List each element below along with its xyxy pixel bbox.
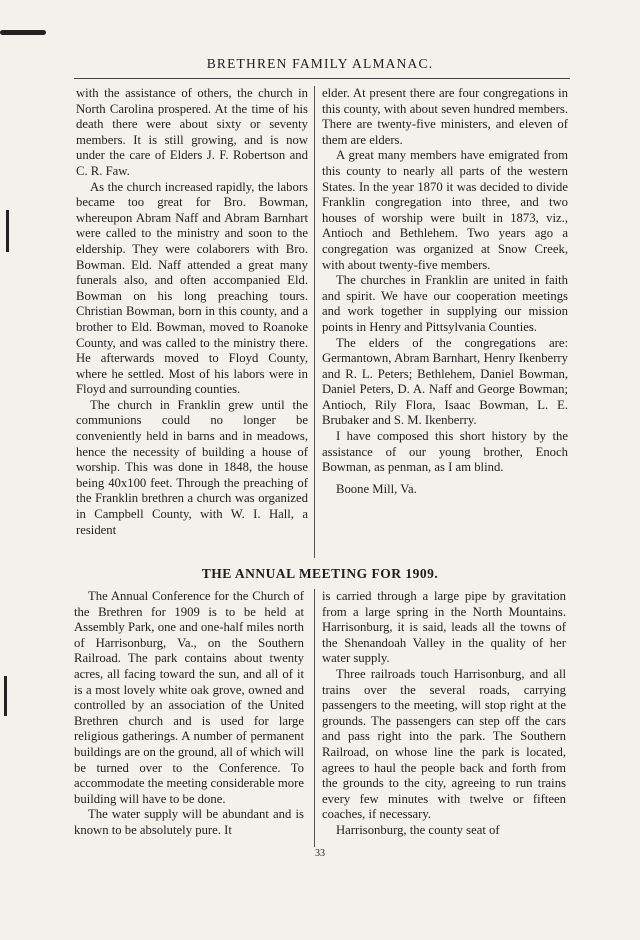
- history-left-column: [76, 86, 308, 538]
- running-head: BRETHREN FAMILY ALMANAC.: [206, 56, 434, 71]
- signature: Boone Mill, Va.: [336, 481, 417, 496]
- header-rule: [74, 78, 570, 79]
- ink-mark-top-left: [0, 30, 46, 35]
- paragraph: The Annual Conference for the Church of the Brethren for 1909 is to be held at Assembly Park, one and one-half miles north of Harrisonburg, Va., on the Southern Railroad. The park contains about twenty acres, all facing toward the sun, and all of it is a most lovely white oak grove, owned and controlled by an association of the United Brethren church and is used for large religious gatherings. A number of permanent buildings are on the ground, all of which will be turned over to the Conference. To accommodate the meeting considerable more building will have to be done.: [74, 589, 304, 806]
- paragraph: As the church increased rapidly, the labors became too great for Bro. Bowman, whereupon Abram Naff and Abram Barnhart were called to the ministry and soon to the eldership. They were colaborers with Bro. Bowman. Eld. Naff attended a great many funerals also, and often accompanied Eld. Bowman on his long preaching tours. Christian Bowman, born in this county, and a brother to Eld. Bowman, moved to Roanoke County, and was called to the ministry there. He afterwards moved to Floyd County, where he settled. Most of his labors were in Floyd and surrounding counties.: [76, 179, 308, 397]
- paragraph: The elders of the congregations are: Germantown, Abram Barnhart, Henry Ikenberry and R. L. Peters; Bethlehem, Daniel Bowman, Daniel Peters, D. A. Naff and George Bowman; Antioch, Rily Flora, Isaac Bowman, L. E. Brubaker and S. M. Ikenberry.: [322, 335, 568, 428]
- page-number: 33: [315, 848, 325, 859]
- paragraph: A great many members have emigrated from this county to nearly all parts of the western States. In the year 1870 it was decided to divide Franklin congregation into three, and two houses of worship were built in 1873, viz., Antioch and Bethlehem. Two years ago a congregation was organized at Snow Creek, with about twenty-five members.: [322, 148, 568, 272]
- ink-mark-margin-1: [6, 210, 9, 252]
- section-title: THE ANNUAL MEETING FOR 1909.: [201, 566, 439, 581]
- meeting-right-column: [322, 589, 566, 839]
- ink-mark-margin-2: [4, 676, 7, 716]
- column-divider: [314, 86, 315, 558]
- paragraph: elder. At present there are four congregations in this county, with about seven hundred members. There are twenty-five ministers, and eleven of them are elders.: [322, 86, 568, 147]
- paragraph: I have composed this short history by the assistance of our young brother, Enoch Bowman, as penman, as I am blind.: [322, 429, 568, 475]
- meeting-left-column: [74, 589, 304, 839]
- column-divider: [314, 589, 315, 847]
- paragraph: Three railroads touch Harrisonburg, and all trains over the several roads, carrying passengers to the meeting, will stop right at the grounds. The passengers can step off the cars and pass right into the park. The Southern Railroad, on whose line the park is located, agrees to haul the people back and forth from the grounds to the city, agreeing to run trains every few minutes with twelve or fifteen coaches, if necessary.: [322, 666, 566, 822]
- history-right-column: [322, 86, 568, 497]
- paragraph: Harrisonburg, the county seat of: [336, 822, 500, 837]
- paragraph: The church in Franklin grew until the communions could no longer be conveniently held in barns and in meadows, hence the necessity of building a house of worship. This was done in 1848, the house being 40x100 feet. Through the preaching of the Franklin brethren a church was organized in Campbell County, with W. I. Hall, a resident: [76, 397, 308, 537]
- paragraph: is carried through a large pipe by gravitation from a large spring in the North Mountains. Harrisonburg, it is said, leads all the towns of the Shenandoah Valley in the quality of her water supply.: [322, 589, 566, 666]
- paragraph: with the assistance of others, the church in North Carolina prospered. At the time of his death there were about sixty or seventy members. It is still growing, and is now under the care of Elders J. F. Robertson and C. R. Faw.: [76, 86, 308, 178]
- paragraph: The water supply will be abundant and is known to be absolutely pure. It: [74, 807, 304, 837]
- paragraph: The churches in Franklin are united in faith and spirit. We have our cooperation meetings and work together in supplying our mission points in Henry and Pittsylvania Counties.: [322, 273, 568, 334]
